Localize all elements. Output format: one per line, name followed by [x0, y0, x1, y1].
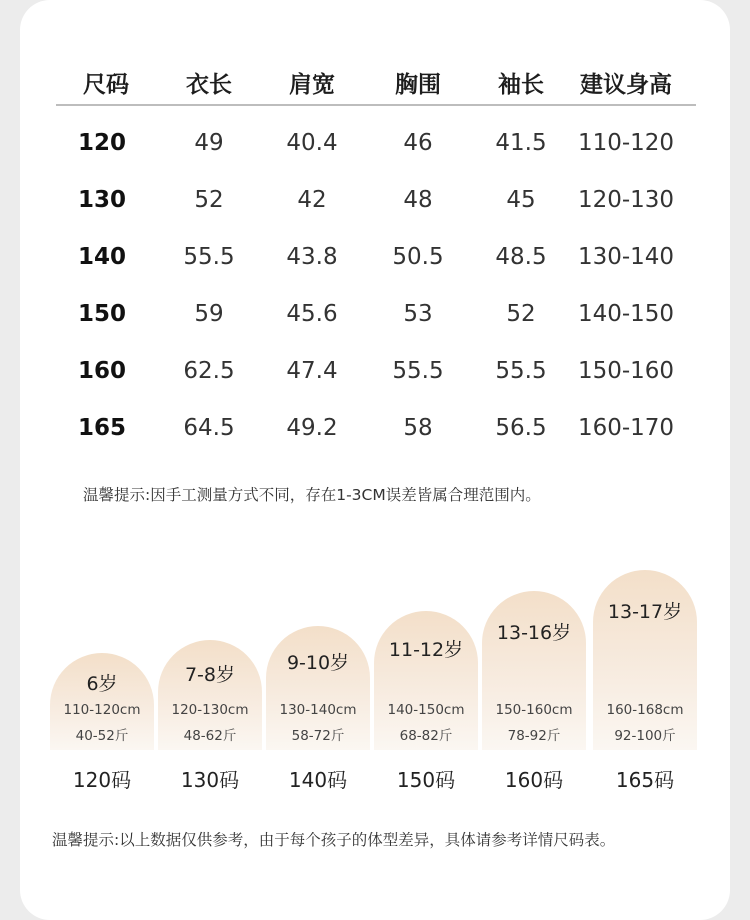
table-cell: 49.2	[286, 415, 338, 441]
header-divider	[56, 104, 696, 106]
table-cell: 150	[77, 301, 127, 327]
height-range: 120-130cm	[171, 702, 249, 718]
table-cell: 43.8	[286, 244, 338, 270]
weight-range: 58-72斤	[291, 728, 345, 744]
age-label: 13-17岁	[607, 601, 683, 623]
table-cell: 58	[403, 415, 433, 441]
table-cell: 53	[403, 301, 433, 327]
size-label: 160码	[504, 768, 564, 792]
size-label: 165码	[615, 768, 675, 792]
table-cell: 160-170	[577, 415, 675, 441]
weight-range: 48-62斤	[183, 728, 237, 744]
table-cell: 46	[403, 130, 433, 156]
weight-range: 68-82斤	[399, 728, 453, 744]
table-cell: 50.5	[392, 244, 444, 270]
age-card-6	[50, 653, 154, 750]
table-cell: 55.5	[392, 358, 444, 384]
age-card-11-12	[374, 611, 478, 750]
height-range: 130-140cm	[279, 702, 357, 718]
table-cell: 52	[194, 187, 224, 213]
table-cell: 140	[77, 244, 127, 270]
weight-range: 78-92斤	[507, 728, 561, 744]
age-label: 11-12岁	[388, 639, 464, 661]
header-length: 衣长	[186, 72, 232, 98]
age-label: 9-10岁	[286, 652, 350, 674]
table-cell: 45.6	[286, 301, 338, 327]
table-cell: 48	[403, 187, 433, 213]
table-cell: 150-160	[577, 358, 675, 384]
table-cell: 165	[77, 415, 127, 441]
table-cell: 56.5	[495, 415, 547, 441]
size-label: 150码	[396, 768, 456, 792]
table-cell: 55.5	[495, 358, 547, 384]
table-cell: 47.4	[286, 358, 338, 384]
header-chest: 胸围	[395, 72, 441, 98]
size-label: 130码	[180, 768, 240, 792]
table-cell: 130	[77, 187, 127, 213]
header-shoulder: 肩宽	[289, 72, 335, 98]
age-card-13-17	[593, 570, 697, 750]
table-cell: 120-130	[577, 187, 675, 213]
table-cell: 62.5	[183, 358, 235, 384]
size-label: 120码	[72, 768, 132, 792]
table-cell: 40.4	[286, 130, 338, 156]
weight-range: 92-100斤	[614, 728, 676, 744]
age-card-9-10	[266, 626, 370, 750]
table-cell: 41.5	[495, 130, 547, 156]
table-cell: 48.5	[495, 244, 547, 270]
age-label: 6岁	[86, 673, 118, 695]
size-label: 140码	[288, 768, 348, 792]
table-cell: 140-150	[577, 301, 675, 327]
table-cell: 45	[506, 187, 536, 213]
height-range: 140-150cm	[387, 702, 465, 718]
header-sleeve: 袖长	[498, 72, 544, 98]
reference-note: 温馨提示:以上数据仅供参考，由于每个孩子的体型差异，具体请参考详情尺码表。	[52, 831, 616, 849]
age-card-7-8	[158, 640, 262, 750]
age-label: 7-8岁	[184, 664, 236, 686]
table-cell: 110-120	[577, 130, 675, 156]
table-cell: 59	[194, 301, 224, 327]
age-card-13-16	[482, 591, 586, 750]
table-cell: 160	[77, 358, 127, 384]
age-label: 13-16岁	[496, 622, 572, 644]
height-range: 110-120cm	[63, 702, 141, 718]
table-cell: 55.5	[183, 244, 235, 270]
height-range: 150-160cm	[495, 702, 573, 718]
table-cell: 42	[297, 187, 327, 213]
height-range: 160-168cm	[606, 702, 684, 718]
table-cell: 130-140	[577, 244, 675, 270]
header-size: 尺码	[83, 72, 129, 98]
measurement-note: 温馨提示:因手工测量方式不同，存在1-3CM误差皆属合理范围内。	[83, 486, 541, 504]
table-cell: 64.5	[183, 415, 235, 441]
table-cell: 52	[506, 301, 536, 327]
table-cell: 120	[77, 130, 127, 156]
header-height: 建议身高	[580, 72, 672, 98]
table-cell: 49	[194, 130, 224, 156]
weight-range: 40-52斤	[75, 728, 129, 744]
